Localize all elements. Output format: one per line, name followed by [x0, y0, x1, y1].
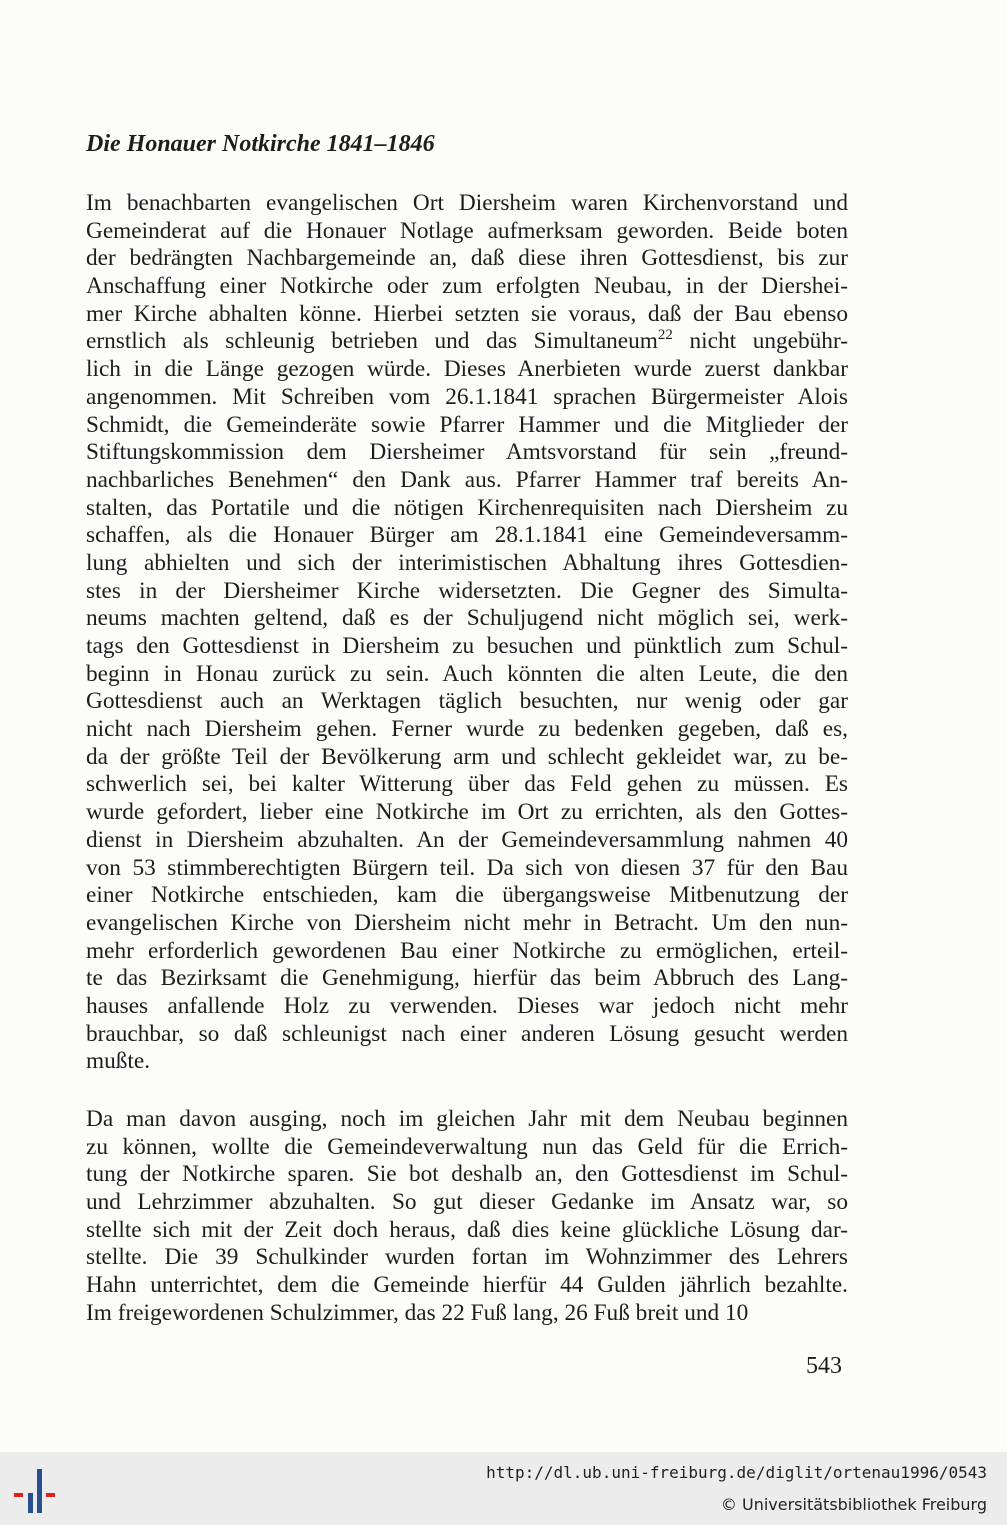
text-line: zu können, wollte die Gemeindeverwaltung nun das Geld für die Errich-	[86, 1133, 848, 1160]
text-line: tags den Gottesdienst in Diersheim zu besuchen und pünktlich zum Schul-	[86, 633, 848, 659]
logo-center-bar	[37, 1469, 42, 1513]
text-line: angenommen. Mit Schreiben vom 26.1.1841 sprachen Bürgermeister Alois	[86, 383, 848, 410]
footnote-marker[interactable]: 22	[657, 327, 673, 344]
ub-freiburg-logo-icon[interactable]	[12, 1465, 64, 1517]
text-line: Schmidt, die Gemeinderäte sowie Pfarrer Hammer und die Mitglieder der	[86, 411, 848, 438]
text-line: nicht nach Diersheim gehen. Ferner wurde zu bedenken gegeben, daß es,	[86, 716, 848, 743]
text-line: evangelischen Kirche von Diersheim nicht mehr in Betracht. Um den nun-	[86, 909, 848, 936]
text-line: wurde gefordert, lieber eine Notkirche im Ort zu errichten, als den Gottes-	[86, 799, 848, 826]
page-number: 543	[806, 1353, 842, 1379]
text-line: stalten, das Portatile und die nötigen Kirchenrequisiten nach Diersheim zu	[86, 494, 848, 521]
paragraph-2	[86, 1106, 848, 1328]
text-line: Hahn unterrichtet, dem die Gemeinde hierfür 44 Gulden jährlich bezahlte.	[86, 1272, 848, 1299]
text-line: Gemeinderat auf die Honauer Notlage aufmerksam geworden. Beide boten	[86, 217, 848, 244]
text-line: stellte sich mit der Zeit doch heraus, daß dies keine glückliche Lösung dar-	[86, 1216, 848, 1243]
text-line: da der größte Teil der Bevölkerung arm und schlecht gekleidet war, zu be-	[86, 743, 848, 770]
text-line: und Lehrzimmer abzuhalten. So gut dieser Gedanke im Ansatz war, so	[86, 1189, 848, 1216]
text-line: stes in der Diersheimer Kirche widersetzten. Die Gegner des Simulta-	[86, 577, 848, 604]
logo-left-dash	[14, 1493, 23, 1497]
text-line: beginn in Honau zurück zu sein. Auch könnten die alten Leute, die den	[86, 660, 848, 687]
text-line: Anschaffung einer Notkirche oder zum erfolgten Neubau, in der Diershei-	[86, 273, 848, 300]
text-segment: nicht ungebühr-	[672, 328, 848, 355]
text-line: lung abhielten und sich der interimistischen Abhaltung ihres Gottesdien-	[86, 549, 848, 576]
text-line: Im freigewordenen Schulzimmer, das 22 Fuß lang, 26 Fuß breit und 10	[86, 1299, 749, 1326]
text-line: schaffen, als die Honauer Bürger am 28.1.1841 eine Gemeindeversamm-	[86, 522, 848, 549]
text-line: Da man davon ausging, noch im gleichen Jahr mit dem Neubau beginnen	[86, 1106, 848, 1132]
document-url-link[interactable]: http://dl.ub.uni-freiburg.de/diglit/ortenau1996/0543	[486, 1463, 987, 1482]
text-line: Gottesdienst auch an Werktagen täglich besuchten, nur wenig oder gar	[86, 688, 848, 715]
text-line: Stiftungskommission dem Diersheimer Amtsvorstand für sein „freund-	[86, 439, 848, 466]
text-line: lich in die Länge gezogen würde. Dieses Anerbieten wurde zuerst dankbar	[86, 356, 848, 383]
text-line: schwerlich sei, bei kalter Witterung über das Feld gehen zu müssen. Es	[86, 771, 848, 798]
text-line: hauses anfallende Holz zu verwenden. Dieses war jedoch nicht mehr	[86, 992, 848, 1019]
logo-left-bar	[28, 1493, 33, 1513]
text-line: einer Notkirche entschieden, kam die übergangsweise Mitbenutzung der	[86, 882, 848, 909]
text-line: mußte.	[86, 1048, 151, 1075]
text-line: stellte. Die 39 Schulkinder wurden fortan im Wohnzimmer des Lehrers	[86, 1244, 848, 1271]
text-line: brauchbar, so daß schleunigst nach einer anderen Lösung gesucht werden	[86, 1020, 848, 1047]
text-line: neums machten geltend, daß es der Schuljugend nicht möglich sei, werk-	[86, 605, 848, 632]
section-title: Die Honauer Notkirche 1841–1846	[86, 131, 435, 157]
text-line: tung der Notkirche sparen. Sie bot deshalb an, den Gottesdienst im Schul-	[86, 1161, 848, 1188]
text-line: mer Kirche abhalten könne. Hierbei setzten sie voraus, daß der Bau ebenso	[86, 300, 848, 327]
copyright-notice: © Universitätsbibliothek Freiburg	[720, 1495, 987, 1514]
text-line: nachbarliches Benehmen“ den Dank aus. Pfarrer Hammer traf bereits An-	[86, 466, 848, 493]
text-line	[86, 328, 848, 356]
text-line: Im benachbarten evangelischen Ort Diersheim waren Kirchenvorstand und	[86, 190, 848, 216]
text-segment: ernstlich als schleunig betrieben und das Simultaneum	[86, 328, 658, 355]
paragraph-1	[86, 190, 848, 1076]
logo-right-dash	[46, 1493, 55, 1497]
text-line: mehr erforderlich gewordenen Bau einer Notkirche zu ermöglichen, erteil-	[86, 937, 848, 964]
text-line: der bedrängten Nachbargemeinde an, daß diese ihren Gottesdienst, bis zur	[86, 245, 848, 272]
text-line: dienst in Diersheim abzuhalten. An der Gemeindeversammlung nahmen 40	[86, 826, 848, 853]
text-line: te das Bezirksamt die Genehmigung, hierfür das beim Abbruch des Lang-	[86, 965, 848, 992]
text-line: von 53 stimmberechtigten Bürgern teil. Da sich von diesen 37 für den Bau	[86, 854, 848, 881]
